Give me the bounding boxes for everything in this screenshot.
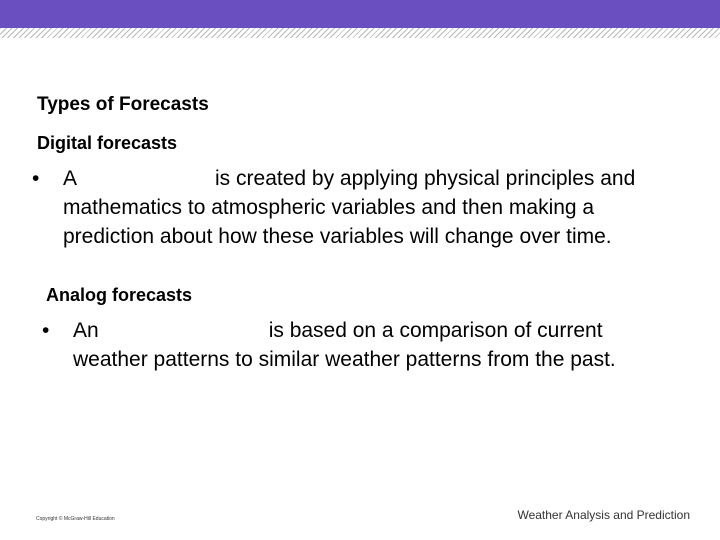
bullet-digital xyxy=(32,164,672,251)
copyright-notice: Copyright © McGraw-Hill Education xyxy=(36,516,115,522)
bullet-lead: An xyxy=(73,319,99,342)
bullet-text xyxy=(73,316,682,374)
bullet-analog xyxy=(42,316,682,374)
bullet-marker: • xyxy=(32,167,40,190)
hatched-divider xyxy=(0,28,720,38)
footer-course-title: Weather Analysis and Prediction xyxy=(517,508,690,522)
bullet-marker: • xyxy=(42,319,50,342)
bullet-body: is created by applying physical principles and mathematics to atmospheric variables and then making a prediction about how these variables will change over time. xyxy=(63,167,636,248)
bullet-text xyxy=(63,164,672,251)
section-heading-analog: Analog forecasts xyxy=(46,285,193,305)
bullet-lead: A xyxy=(63,167,78,190)
blank-term-gap xyxy=(77,164,215,193)
blank-term-gap xyxy=(99,316,269,345)
slide-title: Types of Forecasts xyxy=(37,94,209,115)
top-color-bar xyxy=(0,0,720,28)
section-heading-digital: Digital forecasts xyxy=(37,133,178,153)
bullet-body: is based on a comparison of current weather patterns to similar weather patterns from the past. xyxy=(73,319,616,371)
